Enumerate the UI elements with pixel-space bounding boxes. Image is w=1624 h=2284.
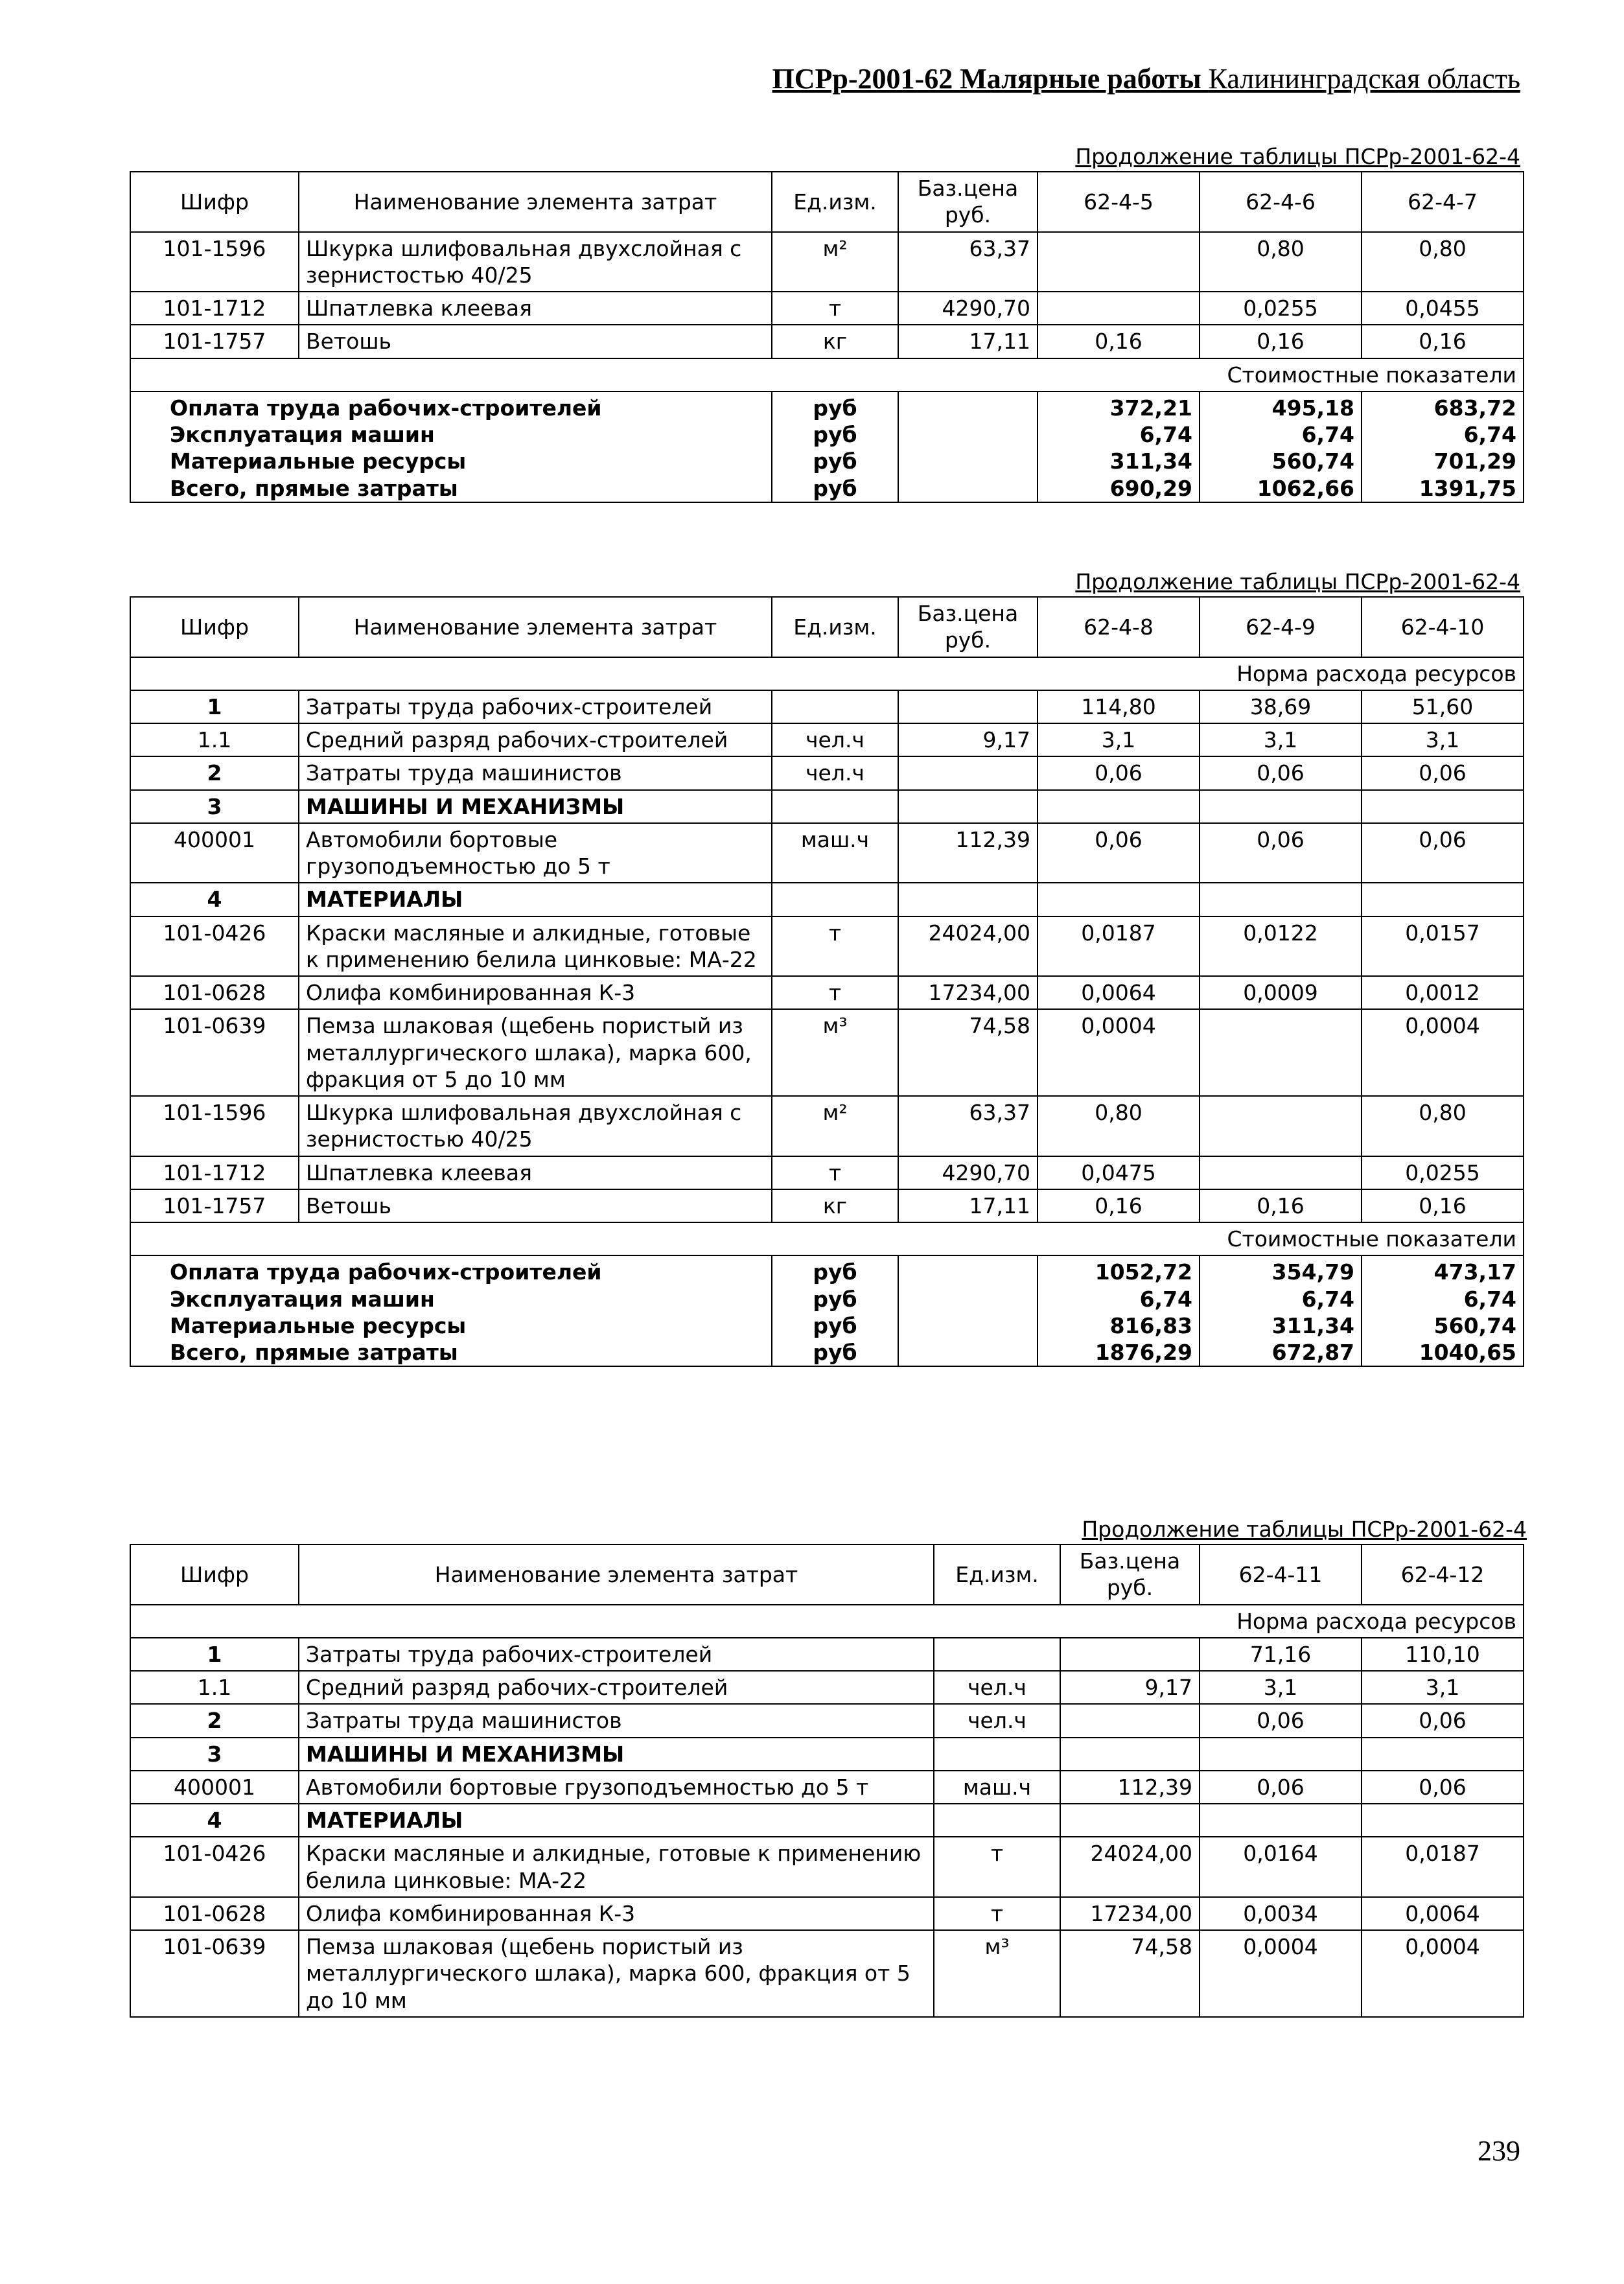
summary-value: 672,87 [1200, 1339, 1362, 1366]
row-price: 74,58 [898, 1009, 1038, 1096]
summary-value: 6,74 [1038, 421, 1200, 448]
summary-unit: руб [772, 1312, 898, 1339]
row-code: 101-0628 [130, 976, 299, 1009]
row-value: 38,69 [1200, 690, 1362, 723]
table-row [130, 325, 1524, 358]
collection-code: ПСРр-2001-62 Малярные работы [772, 63, 1201, 95]
section-cost-label: Стоимостные показатели [130, 1222, 1524, 1255]
row-price: 17,11 [898, 325, 1038, 358]
row-value [1200, 1804, 1362, 1837]
summary-name: Оплата труда рабочих-строителей [130, 1255, 772, 1285]
summary-price-empty [898, 1339, 1038, 1366]
row-value [1200, 790, 1362, 823]
summary-value: 311,34 [1200, 1312, 1362, 1339]
summary-name: Материальные ресурсы [130, 448, 772, 474]
row-unit: кг [772, 325, 898, 358]
summary-name: Всего, прямые затраты [130, 475, 772, 502]
row-code: 3 [130, 1738, 299, 1771]
row-name: Затраты труда рабочих-строителей [299, 690, 772, 723]
column-header-rate: 62-4-5 [1038, 172, 1200, 232]
row-value: 51,60 [1362, 690, 1524, 723]
row-code: 101-1757 [130, 325, 299, 358]
summary-value: 1040,65 [1362, 1339, 1524, 1366]
summary-value: 701,29 [1362, 448, 1524, 474]
row-unit: м² [772, 232, 898, 292]
table-row [130, 232, 1524, 292]
row-value: 0,0034 [1200, 1897, 1362, 1930]
summary-row [130, 1339, 1524, 1366]
row-value: 0,06 [1362, 756, 1524, 789]
row-value [1038, 292, 1200, 325]
row-name: Автомобили бортовые грузоподъемностью до 5 т [299, 823, 772, 883]
row-code: 3 [130, 790, 299, 823]
column-header-code: Шифр [130, 1544, 299, 1605]
summary-value: 1876,29 [1038, 1339, 1200, 1366]
row-price: 9,17 [898, 723, 1038, 756]
row-value: 0,0164 [1200, 1837, 1362, 1897]
row-code: 101-1712 [130, 292, 299, 325]
row-unit: м³ [772, 1009, 898, 1096]
row-name: Олифа комбинированная К-3 [299, 976, 772, 1009]
row-value: 0,0004 [1362, 1009, 1524, 1096]
summary-value: 495,18 [1200, 391, 1362, 421]
row-code: 1.1 [130, 723, 299, 756]
row-value: 0,06 [1362, 823, 1524, 883]
row-name: Ветошь [299, 1189, 772, 1222]
section-row [130, 1605, 1524, 1638]
column-header-name: Наименование элемента затрат [299, 597, 772, 657]
row-code: 1.1 [130, 1671, 299, 1704]
row-value: 0,16 [1362, 325, 1524, 358]
row-price [898, 883, 1038, 916]
row-value: 0,0157 [1362, 916, 1524, 977]
row-name: Краски масляные и алкидные, готовые к применению белила цинковые: МА-22 [299, 1837, 934, 1897]
row-value: 0,16 [1038, 1189, 1200, 1222]
row-value: 0,0455 [1362, 292, 1524, 325]
table-62-4-11-to-12 [130, 1544, 1524, 2018]
row-code: 101-1712 [130, 1156, 299, 1189]
row-value: 3,1 [1200, 1671, 1362, 1704]
row-price: 17,11 [898, 1189, 1038, 1222]
row-value [1038, 790, 1200, 823]
row-code: 1 [130, 690, 299, 723]
row-unit: чел.ч [772, 723, 898, 756]
row-name: Пемза шлаковая (щебень пористый из металлургического шлака), марка 600, фракция от 5 до 10 мм [299, 1930, 934, 2017]
row-price: 24024,00 [898, 916, 1038, 977]
column-header-rate: 62-4-6 [1200, 172, 1362, 232]
row-code: 2 [130, 756, 299, 789]
page-number: 239 [1478, 2135, 1520, 2167]
continuation-label-2: Продолжение таблицы ПСРр-2001-62-4 [1075, 569, 1520, 594]
row-value: 0,80 [1362, 232, 1524, 292]
row-code: 101-0426 [130, 916, 299, 977]
row-unit: кг [772, 1189, 898, 1222]
row-code: 4 [130, 883, 299, 916]
summary-price-empty [898, 1255, 1038, 1285]
row-price: 74,58 [1060, 1930, 1200, 2017]
row-name: Шкурка шлифовальная двухслойная с зернистостью 40/25 [299, 232, 772, 292]
summary-row [130, 1286, 1524, 1312]
row-name: Пемза шлаковая (щебень пористый из металлургического шлака), марка 600, фракция от 5 до 10 мм [299, 1009, 772, 1096]
row-value: 3,1 [1200, 723, 1362, 756]
row-name: Затраты труда машинистов [299, 756, 772, 789]
header-row [130, 597, 1524, 657]
table-row [130, 690, 1524, 723]
summary-value: 6,74 [1200, 1286, 1362, 1312]
row-code: 400001 [130, 823, 299, 883]
row-name: Шкурка шлифовальная двухслойная с зернистостью 40/25 [299, 1096, 772, 1156]
column-header-rate: 62-4-10 [1362, 597, 1524, 657]
summary-unit: руб [772, 475, 898, 502]
row-name: Олифа комбинированная К-3 [299, 1897, 934, 1930]
row-code: 101-0426 [130, 1837, 299, 1897]
row-name: Затраты труда рабочих-строителей [299, 1638, 934, 1671]
row-value: 0,06 [1038, 756, 1200, 789]
table-row [130, 916, 1524, 977]
summary-price-empty [898, 1286, 1038, 1312]
summary-value: 690,29 [1038, 475, 1200, 502]
table-62-4-5-to-7 [130, 171, 1524, 503]
table-row [130, 1804, 1524, 1837]
row-value: 0,0475 [1038, 1156, 1200, 1189]
row-value: 0,16 [1200, 325, 1362, 358]
row-price: 9,17 [1060, 1671, 1200, 1704]
row-unit: маш.ч [934, 1771, 1060, 1804]
summary-unit: руб [772, 1286, 898, 1312]
row-value: 0,0009 [1200, 976, 1362, 1009]
row-unit: чел.ч [934, 1671, 1060, 1704]
table-row [130, 292, 1524, 325]
summary-value: 560,74 [1200, 448, 1362, 474]
row-price [1060, 1638, 1200, 1671]
section-row [130, 1222, 1524, 1255]
row-value: 0,0064 [1038, 976, 1200, 1009]
row-unit: т [772, 916, 898, 977]
summary-unit: руб [772, 448, 898, 474]
row-value: 0,06 [1362, 1704, 1524, 1737]
table-row [130, 790, 1524, 823]
row-code: 4 [130, 1804, 299, 1837]
row-code: 101-0639 [130, 1930, 299, 2017]
row-unit: т [934, 1837, 1060, 1897]
summary-value: 473,17 [1362, 1255, 1524, 1285]
column-header-rate: 62-4-7 [1362, 172, 1524, 232]
row-price: 17234,00 [1060, 1897, 1200, 1930]
summary-price-empty [898, 448, 1038, 474]
table-row [130, 723, 1524, 756]
summary-price-empty [898, 475, 1038, 502]
summary-value: 6,74 [1362, 1286, 1524, 1312]
row-name: Шпатлевка клеевая [299, 1156, 772, 1189]
row-value: 0,80 [1200, 232, 1362, 292]
row-value [1362, 1738, 1524, 1771]
column-header-rate: 62-4-9 [1200, 597, 1362, 657]
row-code: 101-0628 [130, 1897, 299, 1930]
row-code: 400001 [130, 1771, 299, 1804]
summary-name: Оплата труда рабочих-строителей [130, 391, 772, 421]
summary-row [130, 421, 1524, 448]
row-price: 24024,00 [1060, 1837, 1200, 1897]
summary-value: 372,21 [1038, 391, 1200, 421]
summary-price-empty [898, 421, 1038, 448]
table-62-4-8-to-10 [130, 596, 1524, 1367]
row-value [1362, 790, 1524, 823]
row-value: 0,0004 [1362, 1930, 1524, 2017]
row-value [1200, 1738, 1362, 1771]
column-header-price: Баз.цена руб. [1060, 1544, 1200, 1605]
row-code: 101-1596 [130, 1096, 299, 1156]
summary-value: 683,72 [1362, 391, 1524, 421]
row-unit: т [772, 292, 898, 325]
row-value [1362, 1804, 1524, 1837]
row-price [1060, 1738, 1200, 1771]
row-price [898, 756, 1038, 789]
column-header-unit: Ед.изм. [772, 597, 898, 657]
row-unit [772, 690, 898, 723]
row-value: 0,80 [1362, 1096, 1524, 1156]
row-name: Ветошь [299, 325, 772, 358]
table-row [130, 976, 1524, 1009]
row-name: Краски масляные и алкидные, готовые к применению белила цинковые: МА-22 [299, 916, 772, 977]
column-header-code: Шифр [130, 172, 299, 232]
column-header-name: Наименование элемента затрат [299, 172, 772, 232]
summary-row [130, 1255, 1524, 1285]
summary-value: 816,83 [1038, 1312, 1200, 1339]
summary-value: 6,74 [1200, 421, 1362, 448]
table-row [130, 1638, 1524, 1671]
row-price [1060, 1704, 1200, 1737]
row-value: 0,06 [1200, 1771, 1362, 1804]
row-value: 0,16 [1362, 1189, 1524, 1222]
row-value: 0,0012 [1362, 976, 1524, 1009]
row-value [1038, 232, 1200, 292]
summary-value: 560,74 [1362, 1312, 1524, 1339]
row-value: 110,10 [1362, 1638, 1524, 1671]
row-price: 17234,00 [898, 976, 1038, 1009]
row-value [1362, 883, 1524, 916]
row-unit: т [772, 1156, 898, 1189]
table-row [130, 1771, 1524, 1804]
section-cost-label: Стоимостные показатели [130, 358, 1524, 391]
row-value: 0,0187 [1362, 1837, 1524, 1897]
section-row [130, 657, 1524, 690]
table-row [130, 1009, 1524, 1096]
column-header-price: Баз.цена руб. [898, 172, 1038, 232]
row-value: 0,0004 [1200, 1930, 1362, 2017]
row-unit: маш.ч [772, 823, 898, 883]
table-row [130, 1738, 1524, 1771]
row-value: 0,0122 [1200, 916, 1362, 977]
row-value: 3,1 [1038, 723, 1200, 756]
row-value [1200, 1009, 1362, 1096]
column-header-unit: Ед.изм. [934, 1544, 1060, 1605]
row-code: 2 [130, 1704, 299, 1737]
row-unit [772, 790, 898, 823]
summary-price-empty [898, 391, 1038, 421]
table-row [130, 1189, 1524, 1222]
row-value [1038, 883, 1200, 916]
row-name: Шпатлевка клеевая [299, 292, 772, 325]
row-code: 1 [130, 1638, 299, 1671]
section-norm-label: Норма расхода ресурсов [130, 1605, 1524, 1638]
row-name: МАШИНЫ И МЕХАНИЗМЫ [299, 790, 772, 823]
row-price: 63,37 [898, 232, 1038, 292]
summary-unit: руб [772, 1339, 898, 1366]
summary-name: Эксплуатация машин [130, 421, 772, 448]
summary-value: 1052,72 [1038, 1255, 1200, 1285]
row-value: 0,0064 [1362, 1897, 1524, 1930]
section-norm-label: Норма расхода ресурсов [130, 657, 1524, 690]
row-name: МАШИНЫ И МЕХАНИЗМЫ [299, 1738, 934, 1771]
row-value: 0,06 [1200, 823, 1362, 883]
row-price: 4290,70 [898, 1156, 1038, 1189]
table-row [130, 1671, 1524, 1704]
table-row [130, 1897, 1524, 1930]
summary-value: 311,34 [1038, 448, 1200, 474]
row-name: МАТЕРИАЛЫ [299, 883, 772, 916]
summary-name: Всего, прямые затраты [130, 1339, 772, 1366]
row-price [898, 790, 1038, 823]
row-code: 101-1757 [130, 1189, 299, 1222]
row-price [898, 690, 1038, 723]
row-unit: м² [772, 1096, 898, 1156]
row-unit [934, 1638, 1060, 1671]
row-value: 3,1 [1362, 723, 1524, 756]
row-unit [934, 1738, 1060, 1771]
continuation-label-1: Продолжение таблицы ПСРр-2001-62-4 [1075, 144, 1520, 169]
row-price: 63,37 [898, 1096, 1038, 1156]
row-unit [934, 1804, 1060, 1837]
row-value: 71,16 [1200, 1638, 1362, 1671]
table-row [130, 1096, 1524, 1156]
row-value [1200, 1156, 1362, 1189]
summary-value: 1062,66 [1200, 475, 1362, 502]
table-row [130, 1156, 1524, 1189]
column-header-unit: Ед.изм. [772, 172, 898, 232]
column-header-price: Баз.цена руб. [898, 597, 1038, 657]
summary-price-empty [898, 1312, 1038, 1339]
row-unit: т [934, 1897, 1060, 1930]
row-name: Средний разряд рабочих-строителей [299, 1671, 934, 1704]
header-row [130, 172, 1524, 232]
row-value: 0,0255 [1362, 1156, 1524, 1189]
summary-value: 354,79 [1200, 1255, 1362, 1285]
row-name: Автомобили бортовые грузоподъемностью до 5 т [299, 1771, 934, 1804]
summary-value: 6,74 [1038, 1286, 1200, 1312]
continuation-label-3: Продолжение таблицы ПСРр-2001-62-4 [1082, 1517, 1527, 1542]
summary-unit: руб [772, 1255, 898, 1285]
summary-row [130, 391, 1524, 421]
summary-name: Эксплуатация машин [130, 1286, 772, 1312]
table-row [130, 1837, 1524, 1897]
region-name: Калининградская область [1208, 63, 1520, 95]
row-value: 0,06 [1200, 1704, 1362, 1737]
column-header-code: Шифр [130, 597, 299, 657]
header-row [130, 1544, 1524, 1605]
summary-name: Материальные ресурсы [130, 1312, 772, 1339]
row-value: 3,1 [1362, 1671, 1524, 1704]
row-unit [772, 883, 898, 916]
row-price: 112,39 [1060, 1771, 1200, 1804]
row-value: 0,0187 [1038, 916, 1200, 977]
table-row [130, 756, 1524, 789]
summary-unit: руб [772, 421, 898, 448]
row-value: 0,80 [1038, 1096, 1200, 1156]
table-row [130, 883, 1524, 916]
row-price: 4290,70 [898, 292, 1038, 325]
row-value: 114,80 [1038, 690, 1200, 723]
column-header-rate: 62-4-11 [1200, 1544, 1362, 1605]
row-name: МАТЕРИАЛЫ [299, 1804, 934, 1837]
table-row [130, 1930, 1524, 2017]
table-row [130, 823, 1524, 883]
row-unit: чел.ч [934, 1704, 1060, 1737]
summary-value: 1391,75 [1362, 475, 1524, 502]
section-row [130, 358, 1524, 391]
row-name: Затраты труда машинистов [299, 1704, 934, 1737]
row-value: 0,06 [1200, 756, 1362, 789]
row-value [1200, 883, 1362, 916]
page-header [772, 62, 1520, 95]
row-value: 0,0004 [1038, 1009, 1200, 1096]
column-header-rate: 62-4-12 [1362, 1544, 1524, 1605]
column-header-rate: 62-4-8 [1038, 597, 1200, 657]
row-unit: м³ [934, 1930, 1060, 2017]
row-price: 112,39 [898, 823, 1038, 883]
summary-row [130, 1312, 1524, 1339]
summary-unit: руб [772, 391, 898, 421]
row-name: Средний разряд рабочих-строителей [299, 723, 772, 756]
table-row [130, 1704, 1524, 1737]
row-unit: т [772, 976, 898, 1009]
row-code: 101-0639 [130, 1009, 299, 1096]
row-value: 0,0255 [1200, 292, 1362, 325]
summary-value: 6,74 [1362, 421, 1524, 448]
summary-row [130, 475, 1524, 502]
column-header-name: Наименование элемента затрат [299, 1544, 934, 1605]
row-value: 0,16 [1200, 1189, 1362, 1222]
row-value: 0,06 [1362, 1771, 1524, 1804]
row-value: 0,16 [1038, 325, 1200, 358]
row-value: 0,06 [1038, 823, 1200, 883]
row-value [1200, 1096, 1362, 1156]
row-code: 101-1596 [130, 232, 299, 292]
row-price [1060, 1804, 1200, 1837]
summary-row [130, 448, 1524, 474]
row-unit: чел.ч [772, 756, 898, 789]
